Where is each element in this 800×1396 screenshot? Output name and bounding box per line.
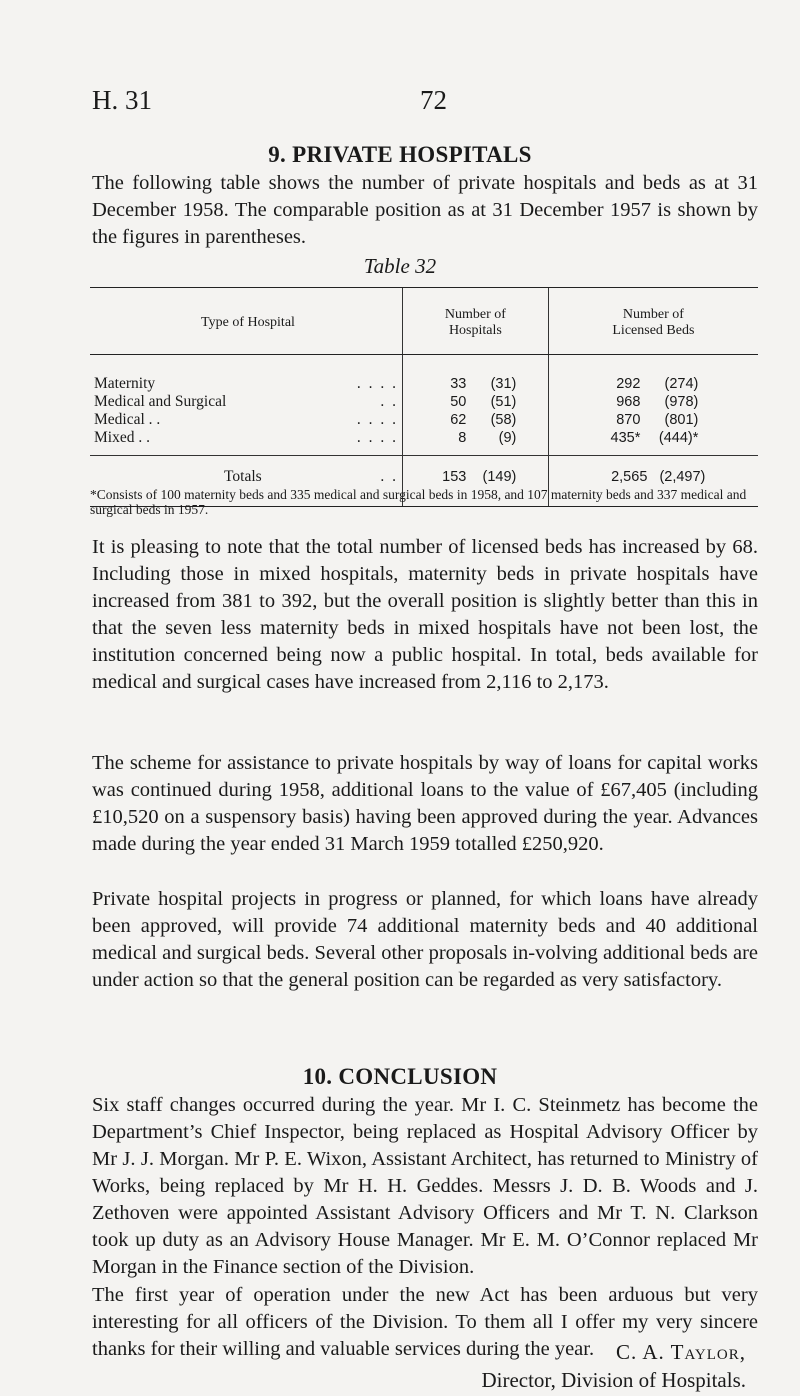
header-type-of-hospital: Type of Hospital: [90, 288, 402, 355]
beds-1957: (444)*: [658, 430, 699, 446]
beds-1958: 968: [616, 394, 641, 410]
paragraph-loans-scheme: The scheme for assistance to private hospitals by way of loans for capital works was continued during 1958, additional loans to the value of £67,405 (including £10,520 on a suspensory basis) having been approved during the year. Advances made during the year ended 31 March 1959 totalled £250,920.: [92, 752, 758, 855]
paragraph-thanks: The first year of operation under the new Act has been arduous but very interesting for all officers of the Division. To them all I offer my very sincere thanks for their willing and valuable services during the year.: [92, 1284, 758, 1360]
row-leader-dots: . .: [380, 468, 398, 485]
row-label: Medical and Surgical: [94, 393, 227, 410]
total-hospitals-1958: 153: [442, 469, 467, 485]
table-row: [90, 429, 758, 456]
page-number: 72: [420, 85, 447, 115]
beds-1957: (274): [664, 376, 699, 392]
header-beds-line1: Number of: [622, 307, 684, 322]
header-number-of-beds: [548, 288, 758, 355]
beds-1958: 292: [616, 376, 641, 392]
section-title-private-hospitals: 9. PRIVATE HOSPITALS: [268, 142, 532, 167]
hospitals-1957: (31): [490, 376, 517, 392]
row-label: Mixed . .: [94, 429, 150, 446]
hospitals-1957: (58): [490, 412, 517, 428]
header-beds-line2: Licensed Beds: [612, 323, 695, 338]
table-row: [90, 393, 758, 411]
total-hospitals-1957: (149): [482, 469, 517, 485]
beds-1958: 435*: [610, 430, 641, 446]
table-row: [90, 411, 758, 429]
header-number-of-hospitals: [402, 288, 548, 355]
hospitals-1958: 33: [450, 376, 467, 392]
section-title-conclusion: 10. CONCLUSION: [302, 1064, 498, 1089]
hospitals-1957: (9): [498, 430, 517, 446]
totals-label: Totals: [224, 468, 262, 485]
intro-paragraph: The following table shows the number of private hospitals and beds as at 31 December 1958. The comparable position as at 31 December 1957 is shown by the figures in parentheses.: [92, 172, 758, 248]
row-label: Maternity: [94, 375, 156, 392]
beds-1958: 870: [616, 412, 641, 428]
total-beds-1958: 2,565: [611, 469, 648, 485]
beds-1957: (978): [664, 394, 699, 410]
paragraph-projects: Private hospital projects in progress or planned, for which loans have already been approved, will provide 74 additional maternity beds and 40 additional medical and surgical beds. Several other proposals in-volving additional beds are under action so that the general position can be regarded as very satisfactory.: [92, 888, 758, 991]
row-leader-dots: . . . .: [356, 429, 398, 446]
paragraph-staff-changes: Six staff changes occurred during the year. Mr I. C. Steinmetz has become the Department’s Chief Inspector, being replaced as Hospital Advisory Officer by Mr J. J. Morgan. Mr P. E. Wixon, Assistant Architect, has returned to Ministry of Works, being replaced by Mr H. H. Geddes. Messrs J. D. B. Woods and J. Zethoven were appointed Assistant Advisory Officers and Mr T. N. Clarkson took up duty as an Advisory House Manager. Mr E. M. O’Connor replaced Mr Morgan in the Finance section of the Division.: [92, 1094, 758, 1278]
total-beds-1957: (2,497): [659, 469, 706, 485]
signature-title: Director, Division of Hospitals.: [481, 1368, 746, 1392]
table-row: [90, 355, 758, 394]
hospitals-1958: 50: [450, 394, 467, 410]
row-leader-dots: . . . .: [356, 375, 398, 392]
hospitals-1958: 8: [458, 430, 467, 446]
signature-name: C. A. Taylor,: [616, 1340, 746, 1364]
report-code: H. 31: [92, 85, 152, 115]
beds-1957: (801): [664, 412, 699, 428]
private-hospitals-table: [90, 287, 758, 507]
header-hospitals-line1: Number of: [444, 307, 506, 322]
hospitals-1957: (51): [490, 394, 517, 410]
table-header-row: [90, 288, 758, 355]
header-hospitals-line2: Hospitals: [448, 323, 502, 338]
table-footnote: *Consists of 100 maternity beds and 335 medical and surgical beds in 1958, and 107 maternity beds and 337 medical and surgical beds in 1957.: [90, 487, 747, 517]
paragraph-licensed-beds: It is pleasing to note that the total number of licensed beds has increased by 68. Including those in mixed hospitals, maternity beds in private hospitals have increased from 381 to 392, but the overall position is slightly better than this in that the seven less maternity beds in mixed hospitals have not been lost, the institution concerned being now a public hospital. In total, beds available for medical and surgical cases have increased from 2,116 to 2,173.: [92, 536, 758, 693]
table-caption: Table 32: [363, 254, 437, 278]
row-leader-dots: . .: [380, 393, 398, 410]
row-label: Medical . .: [94, 411, 161, 428]
row-leader-dots: . . . .: [356, 411, 398, 428]
hospitals-1958: 62: [450, 412, 467, 428]
